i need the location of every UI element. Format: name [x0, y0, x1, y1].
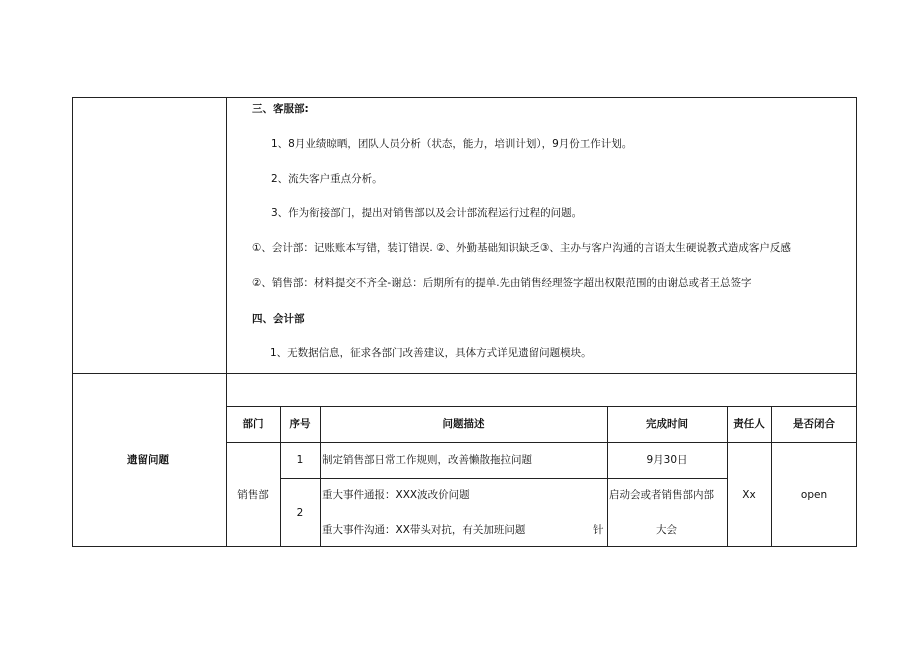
grid-line [280, 478, 727, 479]
row-2-no: 2 [296, 507, 304, 519]
closed-status-cell: open [800, 489, 828, 501]
header-dept: 部门 [242, 418, 264, 430]
header-no: 序号 [289, 418, 311, 430]
item-3: 3、作为衔接部门，提出对销售部以及会计部流程运行过程的问题。 [271, 207, 583, 219]
issue-sales: ②、销售部：材料提交不齐全-谢总：后期所有的提单.先由销售经理签字超出权限范围的由谢总或者王总签字 [252, 277, 752, 289]
item-4-1: 1、无数据信息，征求各部门改善建议，具体方式详见遗留问题模块。 [270, 347, 592, 359]
item-2: 2、流失客户重点分析。 [271, 173, 383, 185]
grid-line [72, 373, 857, 374]
row-1-desc: 制定销售部日常工作规则，改善懒散拖拉问题 [322, 454, 532, 466]
issue-accounting: ①、会计部：记账账本写错，装订错误. ②、外勤基础知识缺乏③、主办与客户沟通的言语太生硬说教式造成客户反感 [252, 242, 791, 254]
dept-cell: 销售部 [237, 489, 269, 501]
row-1-no: 1 [296, 454, 304, 466]
grid-line [226, 97, 227, 547]
row-2-desc-tail: 针 [593, 524, 604, 536]
heading-customer-service: 三、客服部: [252, 103, 309, 115]
leftover-issues-label: 遗留问题 [127, 454, 169, 466]
header-closed: 是否闭合 [793, 418, 835, 430]
meeting-minutes-table [72, 97, 857, 547]
row-2-desc-line-1: 重大事件通报：XXX波改价问题 [322, 489, 470, 501]
header-desc: 问题描述 [442, 418, 485, 430]
row-2-time-line-1: 启动会或者销售部内部 [609, 489, 714, 501]
item-1: 1、8月业绩晾晒，团队人员分析（状态，能力，培训计划），9月份工作计划。 [271, 138, 633, 150]
row-1-time: 9月30日 [646, 454, 688, 466]
row-2-time-line-2: 大会 [656, 524, 677, 536]
owner-cell: Xx [742, 489, 756, 501]
row-2-desc-line-2: 重大事件沟通：XX带头对抗，有关加班问题 [322, 524, 526, 536]
header-time: 完成时间 [646, 418, 688, 430]
heading-accounting: 四、会计部 [252, 313, 305, 325]
header-owner: 责任人 [733, 418, 765, 430]
